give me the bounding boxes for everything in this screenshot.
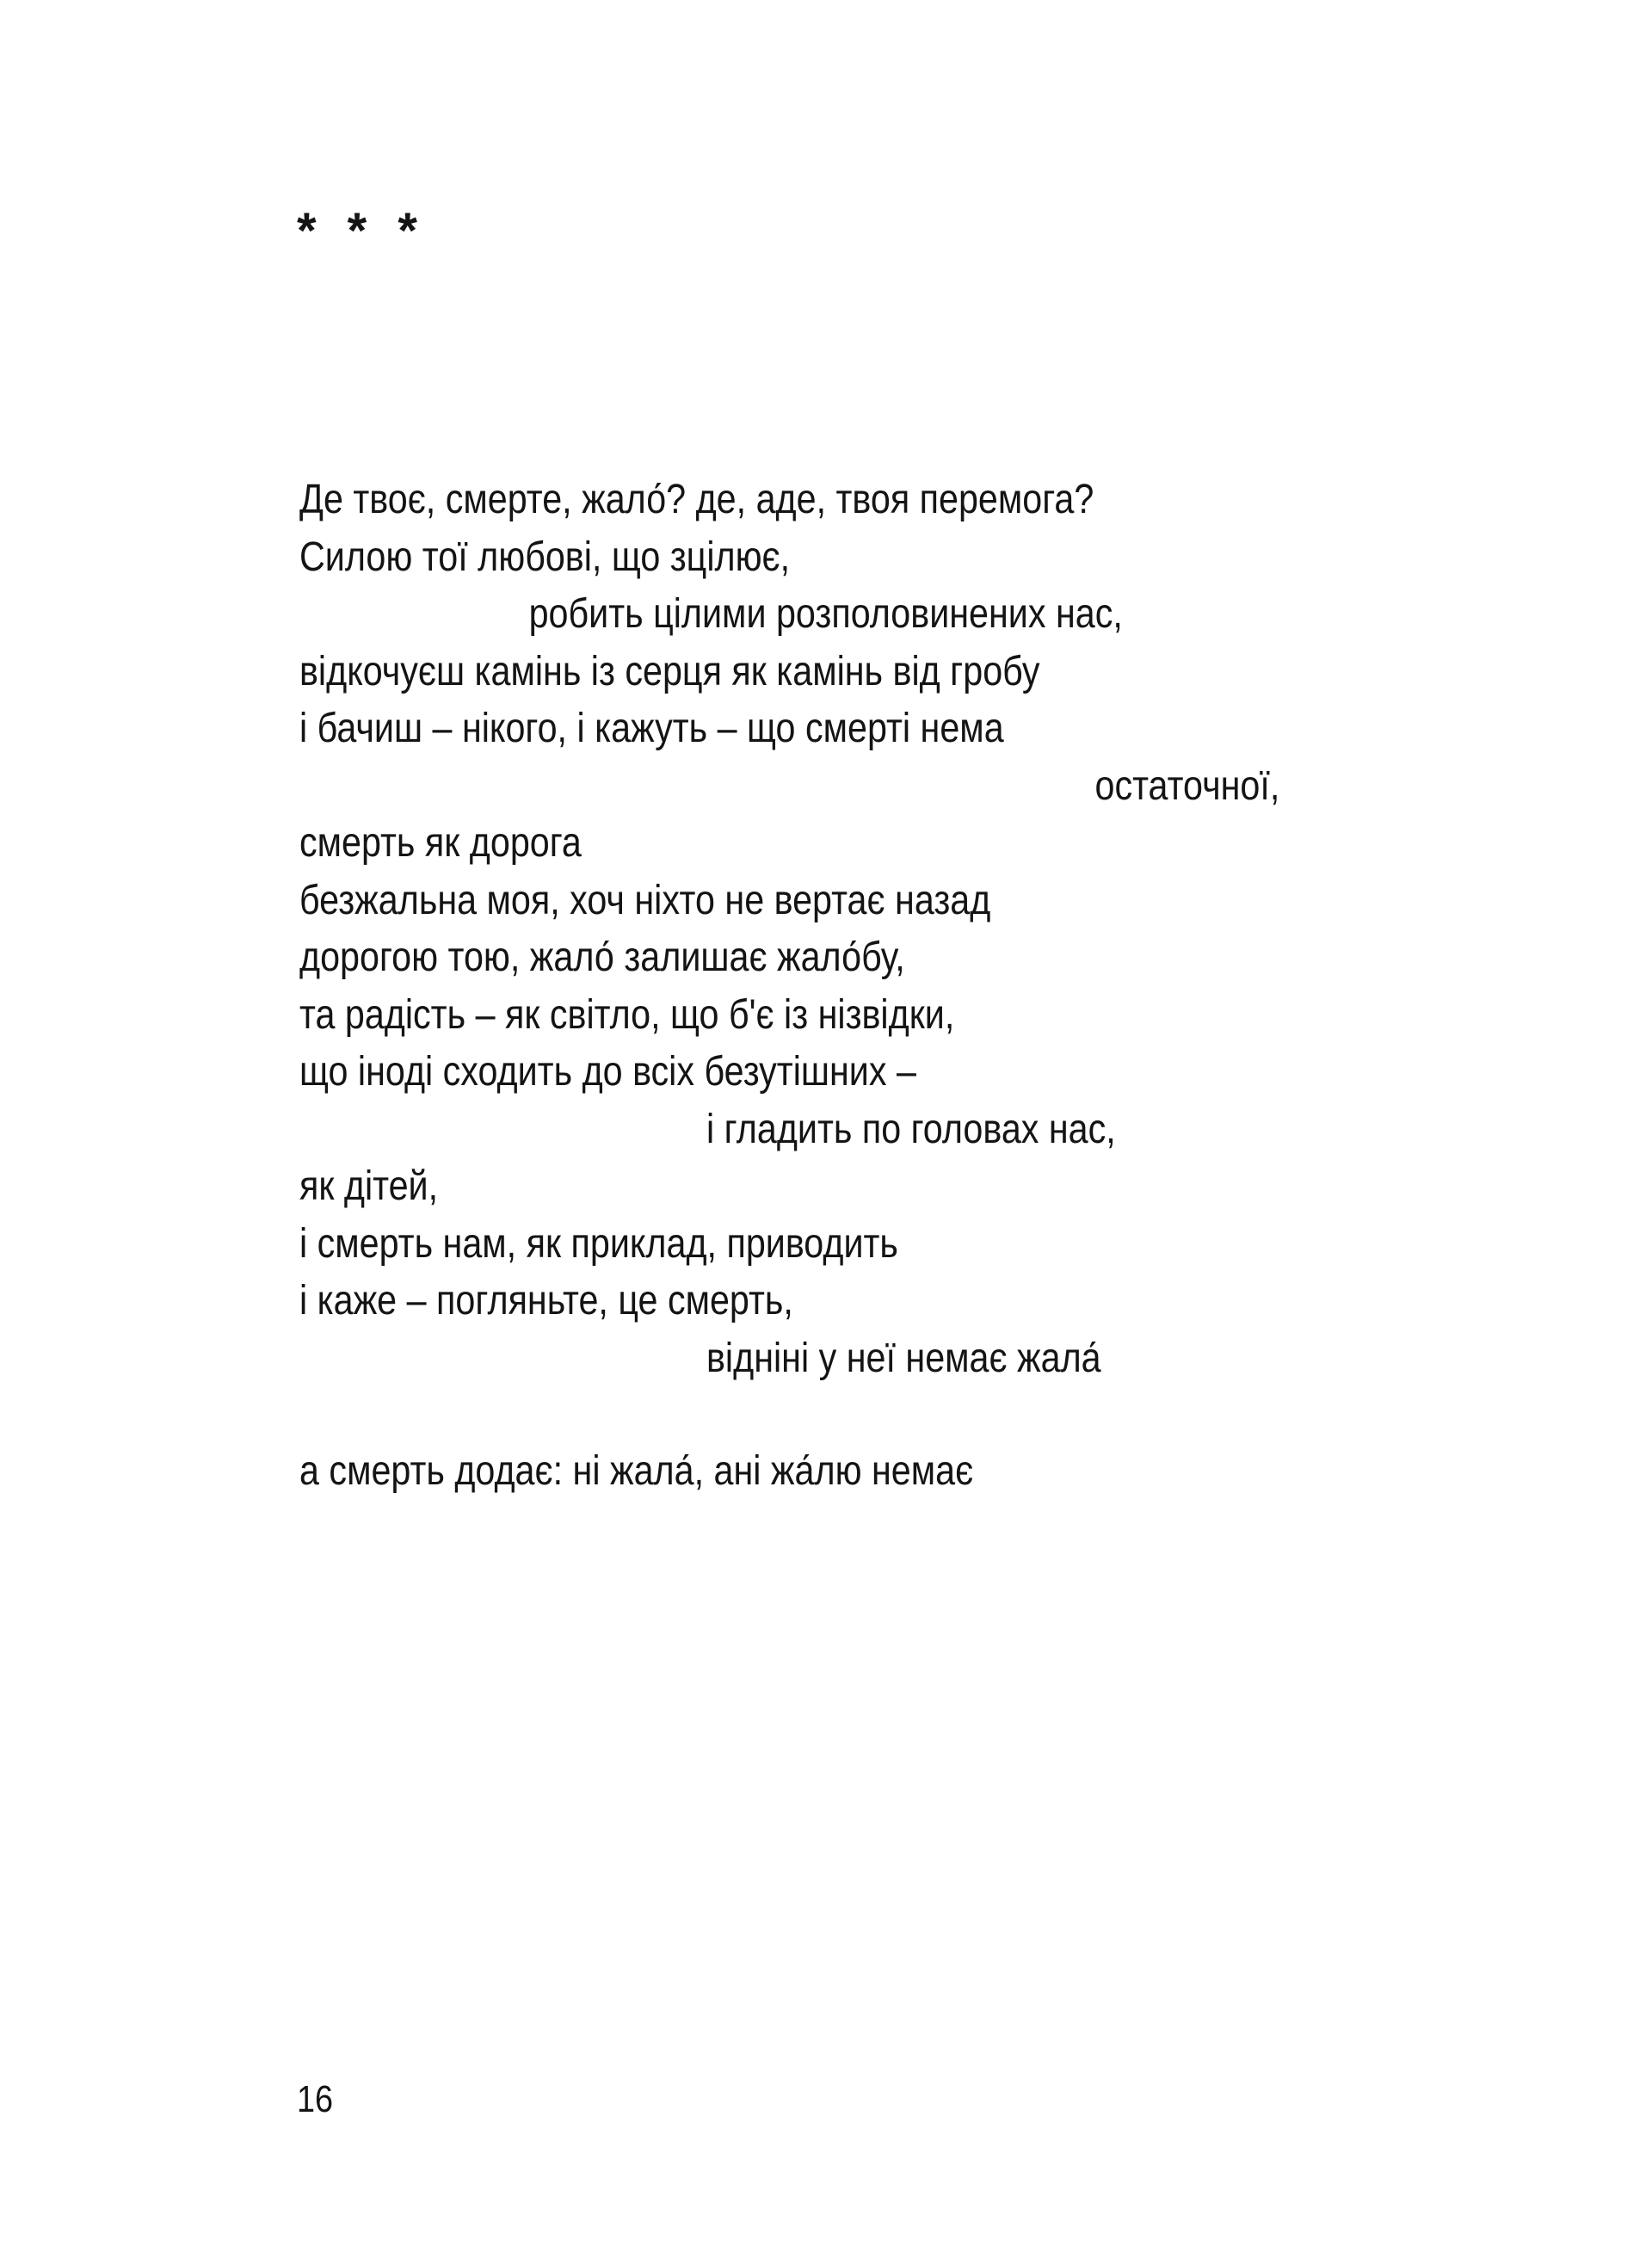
poem-line: смерть як дорога	[299, 820, 582, 866]
poem-line: і каже – погляньте, це смерть,	[299, 1278, 793, 1323]
poem-line: і гладить по головах нас,	[706, 1106, 1116, 1152]
poem-line: Де твоє, смерте, жало́? де, аде, твоя перемога?	[299, 477, 1094, 522]
poem	[299, 472, 1418, 1501]
stanza-break	[299, 1387, 1418, 1443]
poem-line: а смерть додає: ні жала́, ані жа́лю немає	[299, 1448, 974, 1494]
poem-line: і смерть нам, як приклад, приводить	[299, 1220, 898, 1267]
poem-line: як дітей,	[299, 1163, 439, 1209]
poem-line: Силою тої любові, що зцілює,	[299, 534, 791, 580]
poem-line: дорогою тою, жало́ залишає жало́бу,	[299, 935, 905, 980]
poem-line: відніні у неї немає жала́	[706, 1335, 1101, 1381]
page-number: 16	[297, 2078, 334, 2120]
poem-line: що іноді сходить до всіх безутішних –	[299, 1049, 916, 1095]
section-separator: * * *	[297, 203, 426, 259]
poem-line: та радість – як світло, що б'є із нізвідки,	[299, 991, 955, 1038]
poem-line: відкочуєш камінь із серця як камінь від гробу	[299, 648, 1040, 694]
poem-line: робить цілими розполовинених нас,	[528, 591, 1123, 637]
poem-line: і бачиш – нікого, і кажуть – що смерті нема	[299, 706, 1004, 751]
poem-line: безжальна моя, хоч ніхто не вертає назад	[299, 877, 991, 923]
poem-line: остаточної,	[1094, 762, 1280, 809]
